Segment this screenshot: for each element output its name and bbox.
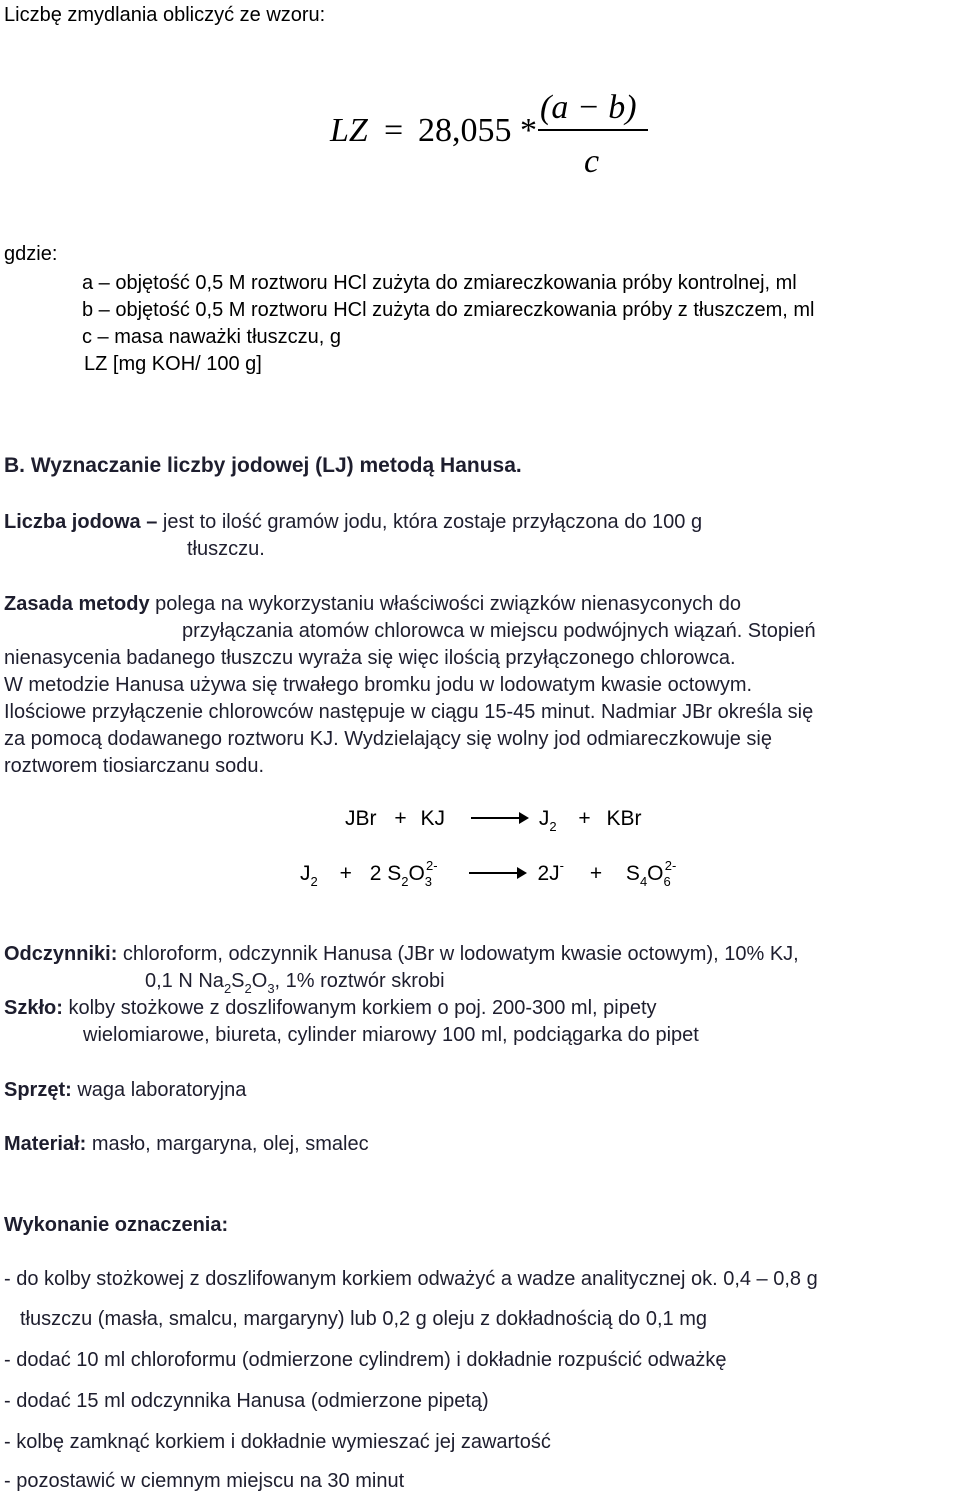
- product-kbr: KBr: [606, 807, 642, 830]
- procedure-step-2: - dodać 10 ml chloroformu (odmierzone cylindrem) i dokładnie rozpuścić odważkę: [4, 1349, 727, 1371]
- procedure-step-1: - do kolby stożkowej z doszlifowanym korkiem odważyć a wadze analitycznej ok. 0,4 – 0,8 g: [4, 1268, 818, 1290]
- iodide: 2J: [537, 862, 560, 885]
- formula-numerator: (a − b): [540, 89, 637, 126]
- material-line: [4, 1131, 369, 1157]
- section-b-title: B. Wyznaczanie liczby jodowej (LJ) metodą Hanusa.: [4, 454, 522, 477]
- intro-text: Liczbę zmydlania obliczyć ze wzoru:: [4, 4, 326, 26]
- reagents-line-1: [4, 941, 799, 967]
- material-text: masło, margaryna, olej, smalec: [91, 1133, 369, 1155]
- plus-sign: +: [394, 807, 407, 830]
- equipment-line: [4, 1077, 246, 1103]
- reactant-iodine: J: [300, 862, 311, 885]
- formula-coefficient: 28,055 *: [418, 112, 537, 149]
- oxygen: O: [647, 862, 664, 885]
- reagent-na: 0,1 N Na: [145, 970, 224, 992]
- procedure-step-4: - kolbę zamknąć korkiem i dokładnie wymieszać jej zawartość: [4, 1431, 551, 1453]
- product-iodide: [537, 858, 564, 885]
- product-iodine: J: [538, 807, 550, 830]
- reaction-2: [300, 858, 677, 889]
- glass-text: kolby stożkowe z doszlifowanym korkiem o poj. 200-300 ml, pipety: [68, 997, 657, 1019]
- reagent-o: O: [251, 970, 268, 992]
- subscript: 2: [244, 981, 252, 996]
- plus-sign: +: [589, 862, 603, 885]
- definition-a: a – objętość 0,5 M roztworu HCl zużyta do zmiareczkowania próby kontrolnej, ml: [82, 272, 797, 294]
- reaction-arrow: [471, 817, 527, 819]
- reaction-1: [345, 806, 642, 834]
- subscript: 2: [223, 981, 232, 996]
- material-label: Materiał:: [4, 1133, 87, 1155]
- principle-line-7: roztworem tiosiarczanu sodu.: [4, 755, 265, 777]
- plus-sign: +: [578, 807, 591, 830]
- product-tetrathionate: [625, 858, 677, 889]
- formula-equals: =: [384, 112, 404, 149]
- procedure-step-1-cont: tłuszczu (masła, smalcu, margaryny) lub 0,2 g oleju z dokładnością do 0,1 mg: [20, 1308, 707, 1330]
- definition-c: c – masa naważki tłuszczu, g: [82, 326, 341, 348]
- principle-text-1: polega na wykorzystaniu właściwości związków nienasyconych do: [155, 593, 742, 615]
- principle-line-4: W metodzie Hanusa używa się trwałego bromku jodu w lodowatym kwasie octowym.: [4, 674, 753, 696]
- reagent-s: S: [231, 970, 245, 992]
- principle-line-3: nienasycenia badanego tłuszczu wyraża się więc ilością przyłączonego chlorowca.: [4, 647, 736, 669]
- reagents-line-2: [145, 968, 445, 996]
- iodine-number-text: jest to ilość gramów jodu, która zostaje przyłączona do 100 g: [162, 511, 703, 533]
- definition-b: b – objętość 0,5 M roztworu HCl zużyta do zmiareczkowania próby z tłuszczem, ml: [82, 299, 815, 321]
- procedure-step-5: - pozostawić w ciemnym miejscu na 30 minut: [4, 1470, 405, 1492]
- coef-s: 2 S: [369, 862, 402, 885]
- plus-sign: +: [339, 862, 352, 885]
- iodine-number-definition: [4, 509, 702, 535]
- iodine-number-term: Liczba jodowa –: [4, 511, 158, 533]
- definition-unit: LZ [mg KOH/ 100 g]: [84, 353, 262, 375]
- subscript: 3: [424, 874, 433, 889]
- subscript: 6: [663, 874, 671, 889]
- procedure-title: Wykonanie oznaczenia:: [4, 1214, 229, 1236]
- reactant-jbr: JBr: [345, 807, 377, 830]
- superscript: 2-: [426, 858, 438, 873]
- oxygen: O: [408, 862, 425, 885]
- reagents-text: chloroform, odczynnik Hanusa (JBr w lodowatym kwasie octowym), 10% KJ,: [122, 943, 799, 965]
- fraction-line: [538, 129, 648, 131]
- formula-denominator: c: [584, 143, 600, 180]
- principle-term: Zasada metody: [4, 593, 150, 615]
- sulfur: S: [625, 862, 640, 885]
- reactant-kj: KJ: [420, 807, 445, 830]
- glass-line-2: wielomiarowe, biureta, cylinder miarowy 100 ml, podciągarka do pipet: [83, 1024, 699, 1046]
- superscript: -: [559, 858, 564, 873]
- subscript: 4: [639, 874, 648, 889]
- procedure-step-3: - dodać 15 ml odczynnika Hanusa (odmierzone pipetą): [4, 1390, 489, 1412]
- formula-lhs: LZ: [330, 112, 368, 149]
- principle-line-5: Ilościowe przyłączenie chlorowców następuje w ciągu 15-45 minut. Nadmiar JBr określa się: [4, 701, 814, 723]
- superscript: 2-: [664, 858, 677, 873]
- reactant-thiosulfate: [369, 858, 438, 889]
- reagent-rest: , 1% roztwór skrobi: [274, 970, 445, 992]
- subscript: 2: [310, 874, 318, 889]
- equipment-label: Sprzęt:: [4, 1079, 72, 1101]
- equipment-text: waga laboratoryjna: [77, 1079, 247, 1101]
- glass-line-1: [4, 995, 657, 1021]
- principle-line-1: [4, 591, 741, 617]
- reaction-arrow: [469, 872, 525, 874]
- subscript: 2: [401, 874, 409, 889]
- glass-label: Szkło:: [4, 997, 63, 1019]
- principle-line-2: przyłączania atomów chlorowca w miejscu podwójnych wiązań. Stopień: [182, 620, 816, 642]
- where-label: gdzie:: [4, 243, 58, 265]
- subscript: 3: [267, 981, 275, 996]
- reagents-label: Odczynniki:: [4, 943, 118, 965]
- iodine-number-text-cont: tłuszczu.: [187, 538, 265, 560]
- principle-line-6: za pomocą dodawanego roztworu KJ. Wydzielający się wolny jod odmiareczkowuje się: [4, 728, 772, 750]
- subscript: 2: [549, 819, 557, 834]
